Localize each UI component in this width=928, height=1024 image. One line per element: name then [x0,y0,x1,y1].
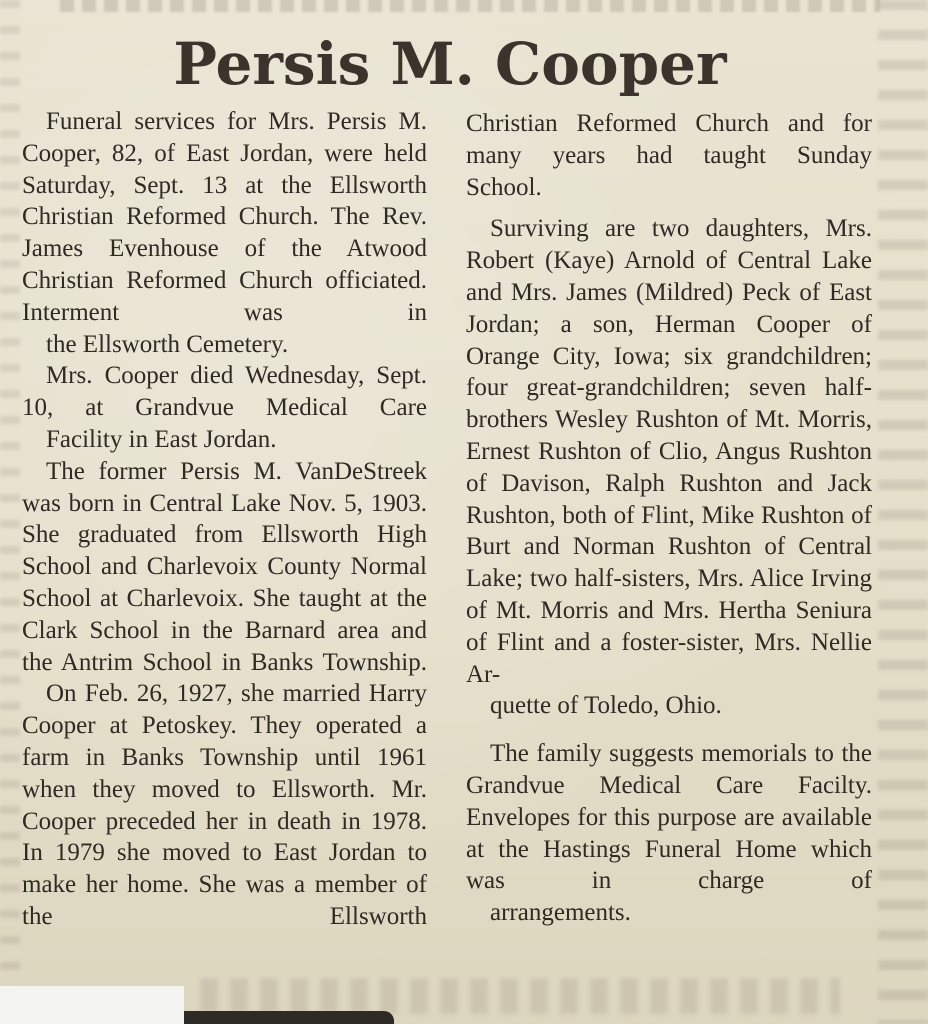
paragraph-last-line: Facility in East Jordan. [46,425,277,453]
paragraph-survivors [466,213,872,722]
scan-background-corner [0,986,184,1024]
bleed-through-left [0,0,20,1024]
paragraph-last-line: arrangements. [490,899,631,927]
paragraph-funeral-services [22,106,427,360]
paragraph-text: Funeral services for Mrs. Persis M. Cooper, 82, of East Jordan, were held Saturday, Sept. 13 at the Ellsworth Christian Reformed Church. The Rev. James Evenhouse of the Atwood Christian Reformed Church officiated. Interment was in [22,108,427,326]
bleed-through-bottom [200,978,840,1014]
paragraph-text: The family suggests memorials to the Grandvue Medical Care Facilty. Envelopes for this purpose are available at the Hastings Funeral Home which was in charge of [466,740,872,895]
left-column [22,106,427,933]
paragraph-biography: The former Persis M. VanDeStreek was born in Central Lake Nov. 5, 1903. She graduated from Ellsworth High School and Charlevoix County Normal School at Charlevoix. She taught at the Clark School in the Barnard area and the Antrim School in Banks Township. [22,457,427,676]
paragraph-memorials [466,738,872,929]
paragraph-death [22,360,427,455]
paragraph-last-line: the Ellsworth Cemetery. [46,330,289,358]
bleed-through-right [878,0,928,1024]
paragraph-text: Christian Reformed Church and for many years had taught Sunday [466,110,872,169]
scan-edge-shadow [184,1011,394,1024]
paragraph-church-continued [466,108,872,203]
paragraph-last-line: quette of Toledo, Ohio. [490,692,722,720]
right-column [466,108,872,929]
bleed-through-top [60,0,880,12]
paragraph-marriage: On Feb. 26, 1927, she married Harry Cooper at Petoskey. They operated a farm in Banks Township until 1961 when they moved to Ellsworth. Mr. Cooper preceded her in death in 1978. In 1979 she moved to East Jordan to make her home. She was a member of the Ellsworth [22,680,427,930]
paragraph-text: Mrs. Cooper died Wednesday, Sept. 10, at Grandvue Medical Care [22,362,427,422]
obituary-headline: Persis M. Cooper [173,30,727,98]
paragraph-text: Surviving are two daughters, Mrs. Robert (Kaye) Arnold of Central Lake and Mrs. James (Mildred) Peck of East Jordan; a son, Herman Cooper of Orange City, Iowa; six grandchildren; four great-grandchildren; seven half-brothers Wesley Rushton of Mt. Morris, Ernest Rushton of Clio, Angus Rushton of Davison, Ralph Rushton and Jack Rushton, both of Flint, Mike Rushton of Burt and Norman Rushton of Central Lake; two half-sisters, Mrs. Alice Irving of Mt. Morris and Mrs. Hertha Seniura of Flint and a foster-sister, Mrs. Nellie Ar- [466,215,872,688]
paragraph-last-line: School. [466,173,542,201]
